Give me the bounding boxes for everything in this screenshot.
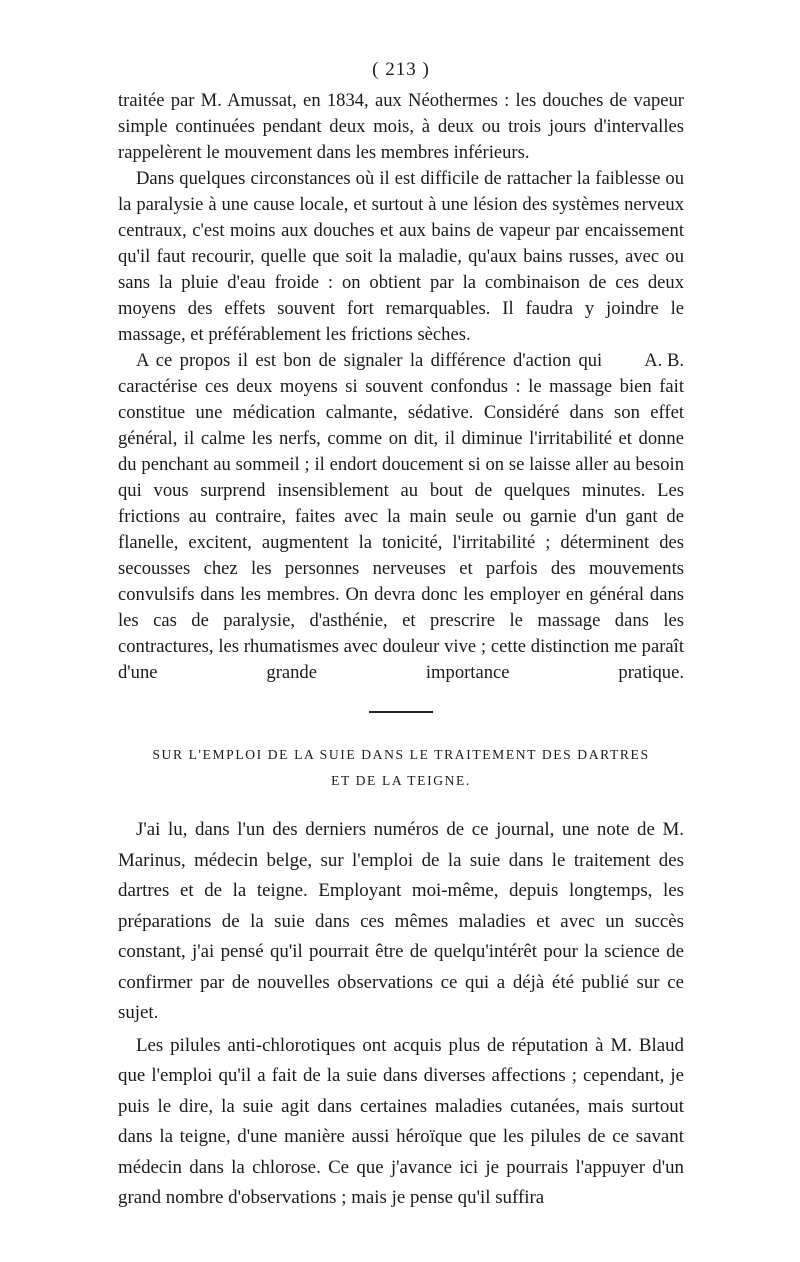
section-divider: [369, 711, 433, 713]
book-page: [118, 58, 684, 1214]
paragraph: Dans quelques circonstances où il est difficile de rattacher la faiblesse ou la paralysie à une cause locale, et surtout à une lésion des systèmes nerveux centraux, c'est moins aux douches et aux bains de vapeur par encaissement qu'il faut recourir, quelle que soit la maladie, qu'aux bains russes, avec ou sans la pluie d'eau froide : on obtient par la combinaison de ces deux moyens des effets souvent fort remarquables. Il faudra y joindre le massage, et préférablement les frictions sèches.: [118, 168, 684, 345]
section-title-line: SUR L'EMPLOI DE LA SUIE DANS LE TRAITEMENT DES DARTRES: [152, 747, 650, 762]
paragraph: Les pilules anti-chlorotiques ont acquis plus de réputation à M. Blaud que l'emploi qu'il a fait de la suie dans diverses affections ; cependant, je puis le dire, la suie agit dans certaines maladies cutanées, mais surtout dans la teigne, d'une manière aussi héroïque que les pilules de ce savant médecin dans la chlorose. Ce que j'avance ici je pourrais l'appuyer d'un grand nombre d'observations ; mais je pense qu'il suffira: [118, 1034, 684, 1208]
paragraph: J'ai lu, dans l'un des derniers numéros de ce journal, une note de M. Marinus, médecin belge, sur l'emploi de la suie dans le traitement des dartres et de la teigne. Employant moi-même, depuis longtemps, les préparations de la suie dans ces mêmes maladies et avec un succès constant, j'ai pensé qu'il pourrait être de quelqu'intérêt pour la science de confirmer par de nouvelles observations ce qui a déjà été publié sur ce sujet.: [118, 819, 684, 1023]
signature: A. B.: [644, 350, 684, 371]
paragraph-text: A ce propos il est bon de signaler la différence d'action qui caractérise ces deux moyens si souvent confondus : le massage bien fait constitue une médication calmante, sédative. Considéré dans son effet général, il calme les nerfs, comme on dit, il diminue l'irritabilité et donne du penchant au sommeil ; il endort doucement si on se laisse aller au besoin qui vous surprend insensiblement au bout de quelques minutes. Les frictions au contraire, faites avec la main seule ou garnie d'un gant de flanelle, excitent, augmentent la tonicité, l'irritabilité ; déterminent des secousses chez les personnes nerveuses et parfois des mouvements convulsifs dans les membres. On devra donc les employer en général dans les cas de paralysie, d'asthénie, et prescrire le massage dans les contractures, les rhumatismes avec douleur vive ; cette distinction me paraît d'une grande importance pratique.: [118, 350, 684, 683]
article-continuation: [118, 88, 684, 686]
page-number: ( 213 ): [372, 59, 430, 80]
paragraph: traitée par M. Amussat, en 1834, aux Néothermes : les douches de vapeur simple continuées pendant deux mois, à deux ou trois jours d'intervalles rappelèrent le mouvement dans les membres inférieurs.: [118, 90, 684, 163]
signed-paragraph: [118, 348, 684, 686]
section-title-line: ET DE LA TEIGNE.: [331, 773, 471, 788]
article-body: [118, 815, 684, 1214]
section-title: [118, 742, 684, 794]
